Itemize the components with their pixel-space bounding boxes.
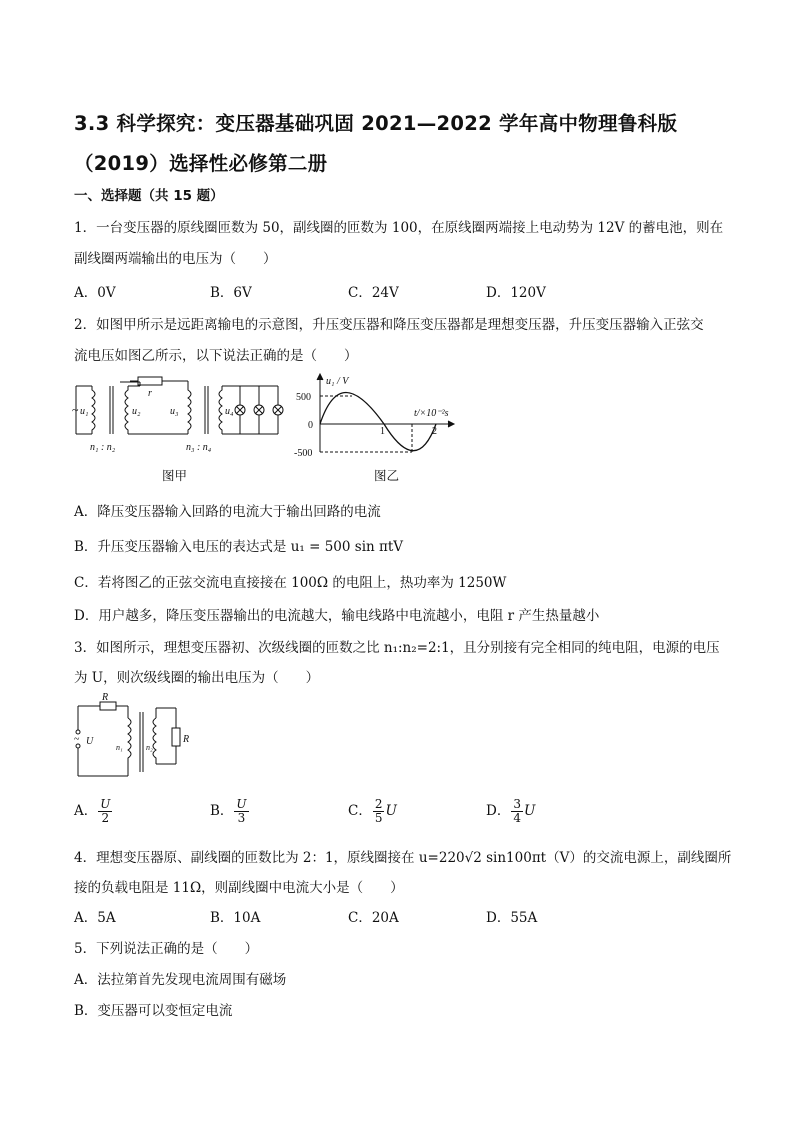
graph-x-label: t/×10⁻²s [414,408,449,419]
q4-option-c: C．20A [348,910,399,926]
svg-text:~: ~ [74,734,80,745]
resistor-r-secondary [172,728,180,746]
q1-line-1: 1．一台变压器的原线圈匝数为 50，副线圈的匝数为 100，在原线圈两端接上电动势为 12V 的蓄电池，则在 [74,220,724,236]
q1-option-d: D．120V [486,285,546,301]
q3-line-1: 3．如图所示，理想变压器初、次级线圈的匝数之比 n₁:n₂=2:1，且分别接有完全相同的纯电阻，电源的电压 [74,640,720,656]
tick-minus-500: -500 [294,448,313,459]
fraction-numerator: U [236,797,247,811]
fraction-numerator: 3 [513,797,521,811]
q3-circuit-figure [70,692,194,782]
q2-option-b: B．升压变压器输入电压的表达式是 u₁ = 500 sin πtV [74,539,404,555]
label-r: r [148,388,152,399]
fraction-denominator: 2 [101,811,110,825]
label-n1: n₁ [116,743,123,752]
tick-0: 0 [308,420,313,431]
tick-1: 1 [380,426,385,437]
q2-circuit-figure [70,372,282,464]
section-heading: 一、选择题（共 15 题） [74,188,224,204]
lamp-icon [254,405,264,415]
fraction-denominator: 4 [513,811,521,825]
q2-voltage-graph [290,372,458,460]
q5-option-a: A．法拉第首先发现电流周围有磁场 [74,972,287,988]
fraction-denominator: 3 [237,811,246,825]
q4-option-a: A．5A [74,910,116,926]
q3-option-d-suffix: U [523,803,536,819]
q3-option-c-prefix: C． [348,803,372,819]
sine-curve [320,393,436,451]
ac-symbol: ~ [72,403,79,417]
q5-option-b: B．变压器可以变恒定电流 [74,1003,233,1019]
label-u3: u₃ [170,406,179,417]
q2-line-2: 流电压如图乙所示，以下说法正确的是（ ） [74,348,358,364]
q1-option-c: C．24V [348,285,399,301]
q2-option-a: A．降压变压器输入回路的电流大于输出回路的电流 [74,504,381,520]
label-u1: u₁ [80,406,89,417]
q3-option-c [348,798,397,825]
q4-option-b: B．10A [210,910,261,926]
fraction [234,798,248,825]
label-n2: n₂ [146,743,153,752]
q5-line-1: 5．下列说法正确的是（ ） [74,941,259,957]
q3-option-a-prefix: A． [74,803,98,819]
resistor-r [138,377,162,385]
tick-500: 500 [296,392,311,403]
lamp-icon [273,405,283,415]
caption-figure-b: 图乙 [374,468,400,483]
q1-line-2: 副线圈两端输出的电压为（ ） [74,251,277,267]
caption-figure-a: 图甲 [162,468,188,483]
ratio-n1-n2: n₁ : n₂ [90,442,116,453]
resistor-r-primary [100,702,116,710]
tick-2: 2 [432,426,437,437]
q2-option-d: D．用户越多，降压变压器输出的电流越大，输电线路中电流越小，电阻 r 产生热量越小 [74,608,600,624]
q3-option-a [74,798,113,825]
label-r-secondary: R [183,734,190,745]
title-line-1: 3.3 科学探究：变压器基础巩固 2021—2022 学年高中物理鲁科版 [74,112,678,135]
fraction-numerator: 2 [374,797,383,811]
q2-option-c: C．若将图乙的正弦交流电直接接在 100Ω 的电阻上，热功率为 1250W [74,575,507,591]
fraction [98,798,112,825]
label-u2: u₂ [132,406,141,417]
q3-option-b-prefix: B． [210,803,234,819]
label-u: U [86,736,94,747]
fraction [373,798,385,825]
document-title [74,104,734,184]
q1-option-a: A．0V [74,285,116,301]
q3-line-2: 为 U，则次级线圈的输出电压为（ ） [74,670,320,686]
q2-line-1: 2．如图甲所示是远距离输电的示意图，升压变压器和降压变压器都是理想变压器，升压变压器输入正弦交 [74,317,704,333]
label-r-primary: R [102,692,109,703]
q3-option-c-suffix: U [385,803,397,819]
q3-option-d-prefix: D． [486,803,511,819]
title-line-2: （2019）选择性必修第二册 [74,152,328,175]
lamp-icon [235,405,245,415]
q3-option-d [486,798,535,825]
fraction-numerator: U [100,797,111,811]
ratio-n3-n4: n₃ : n₄ [186,442,212,453]
q1-option-b: B．6V [210,285,252,301]
fraction-denominator: 5 [374,811,383,825]
q4-line-1: 4．理想变压器原、副线圈的匝数比为 2：1，原线圈接在 u=220√2 sin100πt（V）的交流电源上，副线圈所 [74,850,732,866]
graph-y-label: u₁ / V [326,376,349,387]
q4-line-2: 接的负载电阻是 11Ω，则副线圈中电流大小是（ ） [74,880,404,896]
fraction [511,798,523,825]
q4-option-d: D．55A [486,910,538,926]
label-u4: u₄ [225,406,234,417]
q3-option-b [210,798,250,825]
